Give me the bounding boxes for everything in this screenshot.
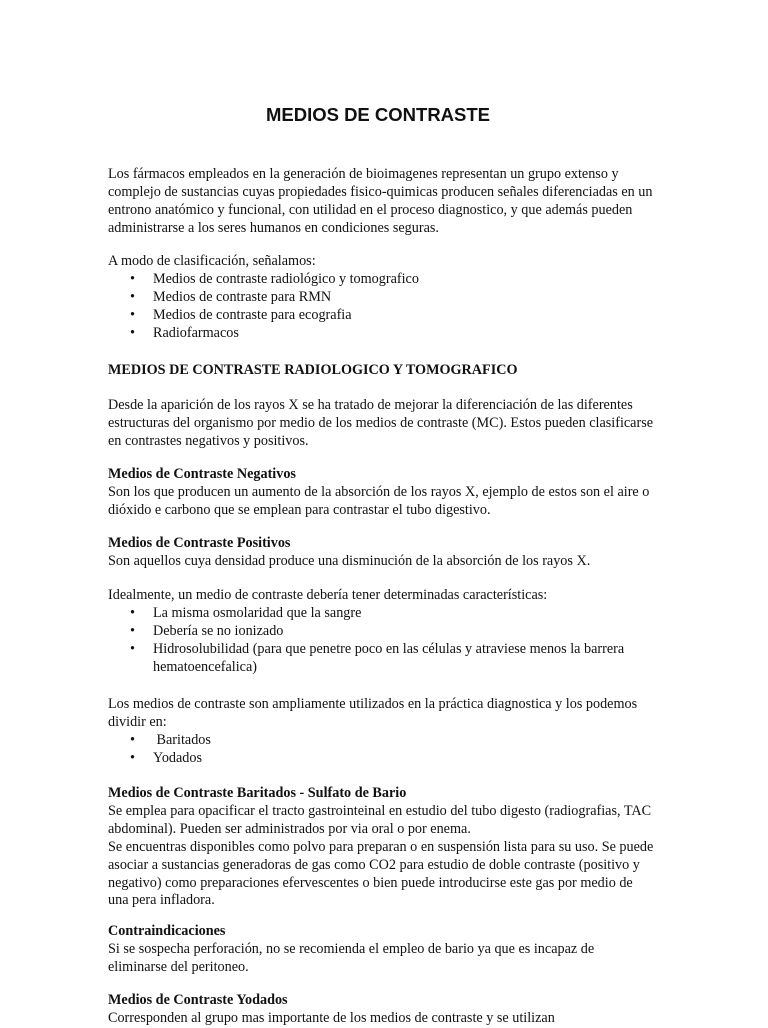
negativos-text: Son los que producen un aumento de la absorción de los rayos X, ejemplo de estos son el aire o dióxido e carbono que se emplean para contrastar el tubo digestivo. — [108, 483, 650, 518]
bullet-icon: • — [130, 288, 135, 305]
ideal-list — [108, 605, 656, 677]
contraindicaciones-block — [108, 923, 656, 977]
list-item: • Yodados — [130, 749, 203, 766]
bullet-icon: • — [130, 270, 135, 287]
list-item: • Debería se no ionizado — [130, 622, 284, 639]
yodados-block — [108, 992, 656, 1028]
section-heading: MEDIOS DE CONTRASTE RADIOLOGICO Y TOMOGRAFICO — [108, 362, 518, 378]
negativos-heading: Medios de Contraste Negativos — [108, 466, 296, 482]
radiologico-text: Desde la aparición de los rayos X se ha tratado de mejorar la diferenciación de las diferentes estructuras del organismo por medio de los medios de contraste (MC). Estos pueden clasificarse en contrastes negativos y positivos. — [108, 397, 654, 449]
intro-paragraph — [108, 166, 656, 238]
intro-text: Los fármacos empleados en la generación de bioimagenes representan un grupo extenso y complejo de sustancias cuyas propiedades fisico-quimicas producen señales diferenciadas en un entrono anatómico y funcional, con utilidad en el proceso diagnostico, y que además pueden administrarse a los seres humanos en condiciones seguras. — [108, 166, 653, 236]
list-item: • Baritados — [130, 731, 211, 748]
positivos-block — [108, 535, 656, 571]
bullet-icon: • — [130, 306, 135, 323]
baritados-text-1: Se emplea para opacificar el tracto gastrointeinal en estudio del tubo digesto (radiografias, TAC abdominal). Pueden ser administrados por via oral o por enema. — [108, 802, 652, 837]
ideal-lead: Idealmente, un medio de contraste debería tener determinadas características: — [108, 587, 548, 603]
ideal-block — [108, 587, 656, 677]
baritados-block — [108, 785, 656, 910]
list-item: • Medios de contraste para ecografia — [130, 306, 352, 323]
positivos-heading: Medios de Contraste Positivos — [108, 535, 291, 551]
bullet-icon: • — [130, 604, 135, 621]
bullet-icon: • — [130, 640, 135, 657]
list-item: • Medios de contraste para RMN — [130, 288, 332, 305]
baritados-heading: Medios de Contraste Baritados - Sulfato de Bario — [108, 785, 407, 801]
baritados-text-2: Se encuentras disponibles como polvo para preparan o en suspensión lista para su uso. Se puede asociar a sustancias generadoras de gas como CO2 para estudio de doble contraste (positivo y negativo) como preparaciones efervescentes o bien puede introducirse este gas por medio de una pera infladora. — [108, 838, 654, 909]
bullet-icon: • — [130, 324, 135, 341]
bullet-icon: • — [130, 749, 135, 766]
dividir-list — [108, 732, 656, 768]
yodados-heading: Medios de Contraste Yodados — [108, 992, 288, 1008]
classification-list — [108, 271, 656, 343]
list-item: • Radiofarmacos — [130, 324, 239, 341]
radiologico-paragraph — [108, 397, 656, 451]
document-title: MEDIOS DE CONTRASTE — [265, 104, 491, 125]
yodados-text: Corresponden al grupo mas importante de los medios de contraste y se utilizan — [108, 1009, 555, 1026]
contraindicaciones-text: Si se sospecha perforación, no se recomienda el empleo de bario ya que es incapaz de eliminarse del peritoneo. — [108, 940, 595, 975]
classification-lead: A modo de clasificación, señalamos: — [108, 253, 316, 269]
list-item: • Hidrosolubilidad (para que penetre poco en las células y atraviese menos la barrera hematoencefalica) — [130, 640, 625, 675]
contraindicaciones-heading: Contraindicaciones — [108, 923, 226, 939]
dividir-lead: Los medios de contraste son ampliamente utilizados en la práctica diagnostica y los podemos dividir en: — [108, 696, 638, 730]
positivos-text: Son aquellos cuya densidad produce una disminución de la absorción de los rayos X. — [108, 552, 591, 569]
list-item: • La misma osmolaridad que la sangre — [130, 604, 362, 621]
dividir-block — [108, 696, 656, 768]
bullet-icon: • — [130, 731, 135, 748]
section-radiologico — [108, 362, 656, 380]
bullet-icon: • — [130, 622, 135, 639]
negativos-block — [108, 466, 656, 520]
classification-block — [108, 253, 656, 343]
list-item: • Medios de contraste radiológico y tomografico — [130, 270, 419, 287]
